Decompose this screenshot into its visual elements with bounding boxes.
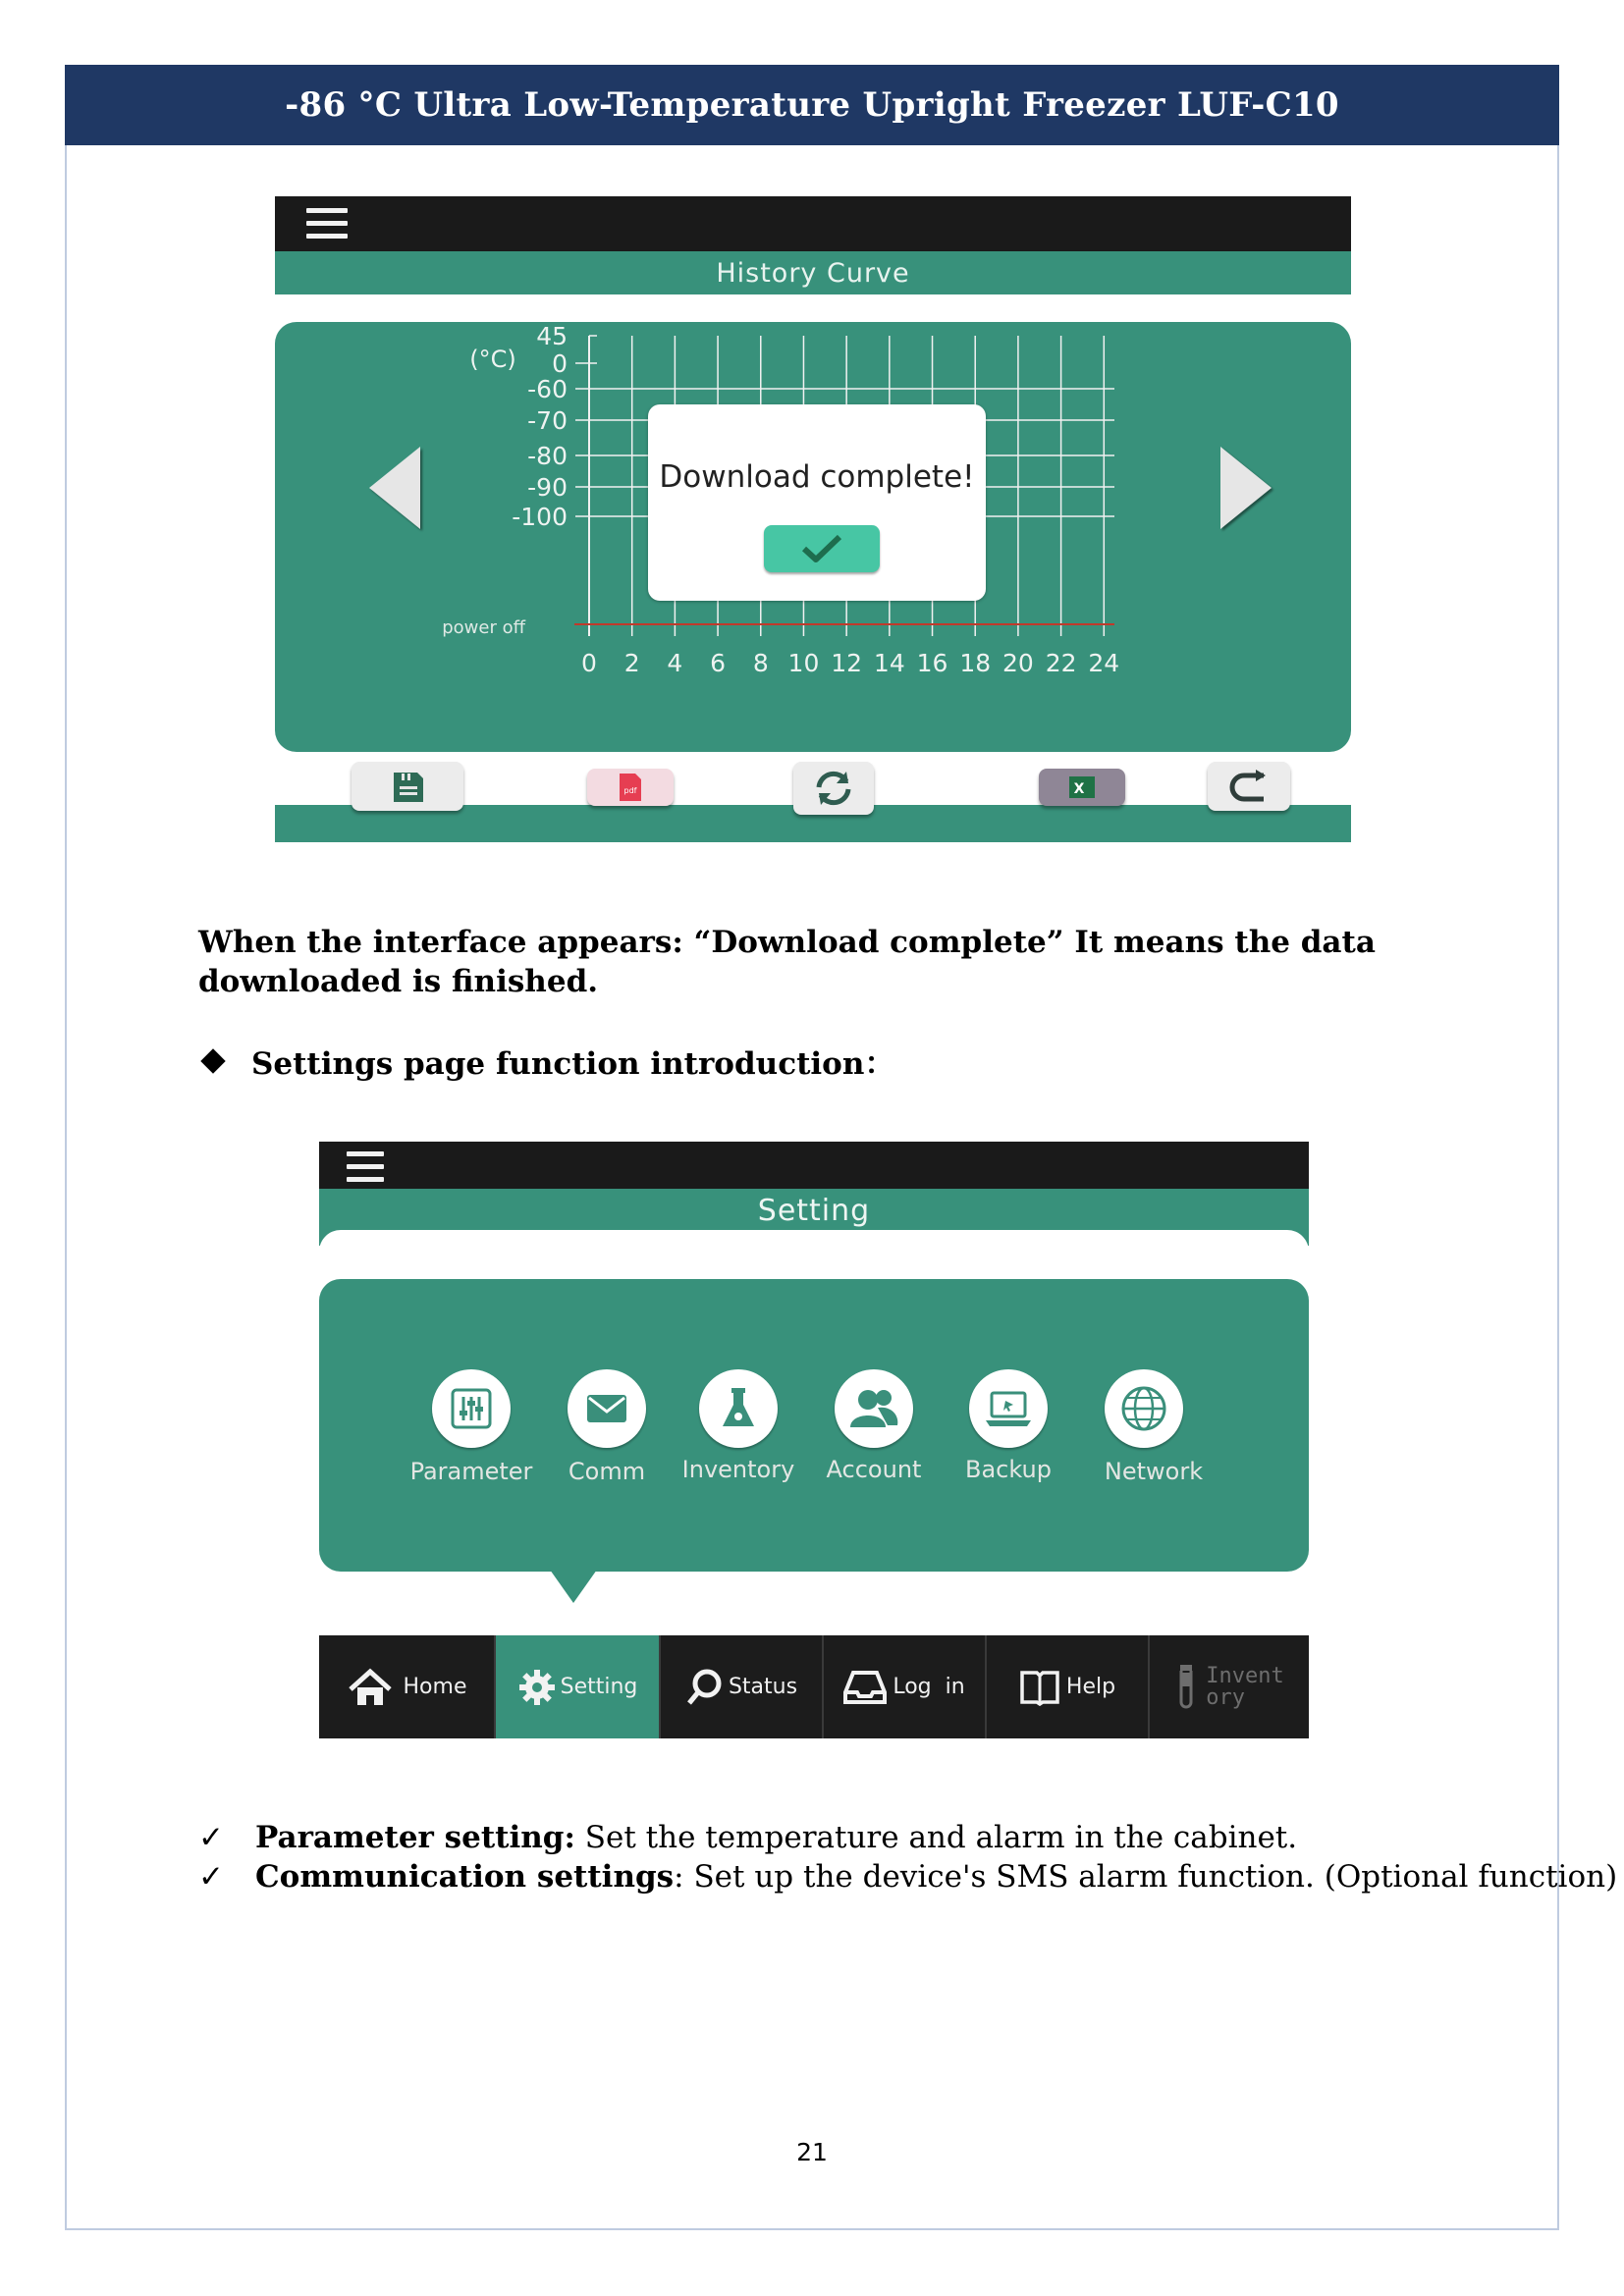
return-icon [1226,768,1272,805]
power-off-label: power off [442,617,525,638]
panel-pointer [550,1570,597,1603]
nav-status[interactable]: Status [661,1635,822,1738]
screen-title: History Curve [275,251,1351,294]
checklist-item [198,1820,1297,1855]
book-icon [1019,1669,1060,1706]
next-arrow-icon[interactable] [1220,447,1272,529]
diamond-bullet-icon [200,1048,225,1073]
y-axis-unit: (°C) [469,346,516,373]
users-icon [848,1386,899,1431]
checklist-desc: : Set up the device's SMS alarm function. (Optional function) [674,1859,1618,1895]
checklist-term: Communication settings [255,1859,675,1895]
x-tick-label: 12 [831,649,863,677]
x-tick-label: 0 [581,649,597,677]
excel-button[interactable] [1039,769,1125,806]
settings-heading-text: Settings page function introduction： [251,1046,895,1082]
x-tick-label: 4 [667,649,683,677]
search-icon [685,1668,725,1707]
checklist-desc: Set the temperature and alarm in the cabinet. [574,1820,1298,1855]
account-button[interactable] [835,1369,913,1448]
nav-home[interactable]: Home [319,1635,494,1738]
menu-icon[interactable] [347,1151,384,1183]
x-tick-label: 16 [916,649,948,677]
setting-item-label: Account [826,1456,922,1483]
globe-icon [1119,1384,1168,1433]
checklist-term: Parameter setting: [255,1820,575,1855]
nav-help[interactable]: Help [987,1635,1148,1738]
gear-icon [517,1668,557,1707]
backup-button[interactable] [969,1369,1048,1448]
setting-item-label: Backup [965,1456,1052,1483]
setting-item-label: Network [1104,1458,1204,1485]
download-complete-dialog [648,404,986,601]
y-tick-label: 0 [552,349,568,378]
previous-arrow-icon[interactable] [369,447,420,529]
y-tick-label: -70 [527,406,568,435]
sd-card-icon [388,769,427,804]
checkmark-icon: ✓ [198,1820,224,1855]
y-tick-label: 45 [536,322,568,350]
setting-item-label: Parameter [409,1458,533,1485]
y-tick-label: -100 [512,503,568,531]
excel-icon [1065,774,1099,801]
dialog-message: Download complete! [659,459,975,495]
checkmark-icon: ✓ [198,1859,224,1895]
envelope-icon [584,1392,629,1425]
nav-inventory[interactable]: Invent ory [1150,1635,1309,1738]
y-tick-label: -80 [527,442,568,470]
x-tick-label: 20 [1002,649,1034,677]
document-title: -86 °C Ultra Low-Temperature Upright Freezer LUF-C10 [285,85,1339,125]
menu-icon[interactable] [306,208,348,240]
x-tick-label: 6 [710,649,727,677]
test-tube-icon [1174,1663,1198,1712]
nav-setting[interactable]: Setting [496,1635,659,1738]
x-tick-label: 14 [873,649,905,677]
bottom-nav [319,1635,1309,1738]
checklist-item [198,1859,1617,1895]
pdf-button[interactable] [587,769,674,806]
y-tick-label: -60 [527,375,568,403]
setting-item-label: Comm [568,1458,646,1485]
screen-title: Setting [319,1189,1309,1232]
confirm-button[interactable] [764,525,880,572]
refresh-icon [811,768,856,809]
x-tick-label: 24 [1088,649,1120,677]
sliders-icon [448,1385,495,1432]
setting-item-label: Inventory [681,1456,795,1483]
svg-text:pdf: pdf [623,786,637,795]
history-curve-screenshot [275,196,1351,842]
download-note: When the interface appears: “Download complete” It means the data downloaded is finished. [198,925,1376,999]
inventory-button[interactable] [699,1369,778,1448]
top-bar [319,1142,1309,1189]
network-button[interactable] [1105,1369,1183,1448]
pdf-icon [618,772,643,803]
settings-heading [198,1039,894,1083]
inbox-icon [843,1669,887,1706]
checkmark-icon [800,533,843,564]
nav-login[interactable]: Log in [824,1635,985,1738]
x-tick-label: 18 [959,649,992,677]
x-tick-label: 22 [1045,649,1077,677]
home-icon [347,1668,394,1707]
x-tick-label: 10 [787,649,820,677]
parameter-button[interactable] [432,1369,511,1448]
svg-text:X: X [1073,781,1085,797]
comm-button[interactable] [568,1369,646,1448]
document-header [65,65,1559,145]
x-tick-label: 8 [752,649,769,677]
laptop-icon [984,1389,1033,1428]
setting-screenshot [319,1142,1309,1738]
flask-icon [719,1385,758,1432]
refresh-button[interactable] [793,762,874,815]
y-tick-label: -90 [527,473,568,502]
x-tick-label: 2 [623,649,640,677]
page-number: 21 [796,2138,828,2166]
sd-card-button[interactable] [352,762,463,811]
return-button[interactable] [1208,762,1290,811]
top-bar [275,196,1351,251]
